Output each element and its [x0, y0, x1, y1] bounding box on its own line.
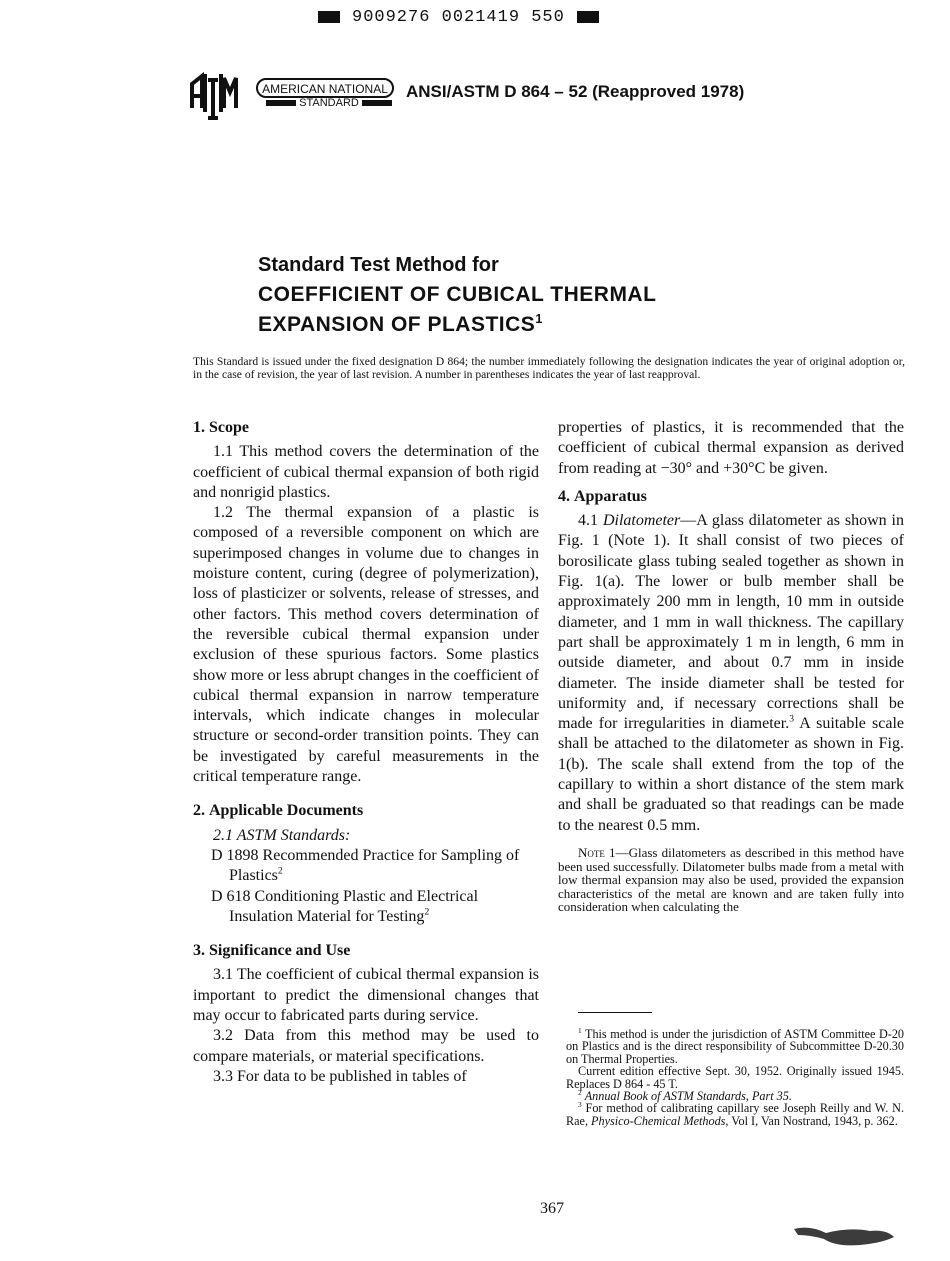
badge-bottom-text: STANDARD — [299, 97, 359, 109]
code-bar-left — [318, 11, 340, 23]
reference-d1898: D 1898 Recommended Practice for Sampling of Plastics$^2$ — [211, 846, 520, 885]
badge-top-text: AMERICAN NATIONAL — [256, 78, 394, 98]
badge-bar-right — [362, 100, 392, 106]
paragraph-3-2: 3.2 Data from this method may be used to compare materials, or material specifications. — [193, 1027, 539, 1065]
paragraph-2-1 — [193, 826, 539, 846]
paragraph-4-1: 4.1 Dilatometer—A glass dilatometer as shown in Fig. 1 (Note 1). It shall consist of two pieces of borosilicate glass tubing sealed together as shown in Fig. 1(a). The lower or bulb member shall be approximately 200 mm in length, 10 mm in outside diameter, and 1 mm in wall thickness. The capillary part shall be approximately 1 m in length, 6 mm in outside diameter, and about 0.7 mm in inside diameter. The inside diameter shall be tested for uniformity and, if necessary corrections shall be made for irregularities in diameter.$^3$ A suitable scale shall be attached to the dilatometer as shown in Fig. 1(b). The scale shall extend from the top of the capillary to within a short distance of the stem mark and shall be graduated so that readings can be made to the nearest 0.5 mm. — [558, 512, 904, 834]
code-bar-right — [577, 11, 599, 23]
paragraph-3-1: 3.1 The coefficient of cubical thermal expansion is important to predict the dimensional changes that may occur to fabricated parts during service. — [193, 966, 539, 1025]
issued-note: This Standard is issued under the fixed designation D 864; the number immediately following the designation indicates the year of original adoption or, in the case of revision, the year of last revision. A number in parentheses indicates the year of last reapproval. — [193, 355, 905, 381]
dilatometer-term: Dilatometer — [602, 512, 681, 530]
section-heading-significance: 3. Significance and Use — [193, 942, 351, 960]
title-line-2-text: EXPANSION OF PLASTICS — [258, 313, 536, 336]
title-line-1: COEFFICIENT OF CUBICAL THERMAL — [258, 283, 657, 306]
page-number: 367 — [540, 1200, 564, 1217]
astm-standards-label: 2.1 ASTM Standards: — [213, 826, 351, 844]
footnote-1-edition: Current edition effective Sept. 30, 1952. Originally issued 1945. Replaces D 864 - 45 T. — [566, 1064, 904, 1091]
paragraph-1-1: 1.1 This method covers the determination of the coefficient of cubical thermal expansion of both rigid and nonrigid plastics. — [193, 443, 539, 501]
title-line-2 — [258, 313, 543, 337]
footnote-rule — [578, 1012, 652, 1013]
right-column — [558, 418, 904, 914]
badge-bar-left — [266, 100, 296, 106]
title-subtitle: Standard Test Method for — [258, 254, 499, 276]
standard-designation: ANSI/ASTM D 864 – 52 (Reapproved 1978) — [406, 82, 745, 101]
title-footnote-mark: 1 — [535, 312, 543, 326]
reference-d618: D 618 Conditioning Plastic and Electrical Insulation Material for Testing$^2$ — [211, 887, 479, 925]
paragraph-3-3: 3.3 For data to be published in tables of — [213, 1067, 467, 1085]
badge-bottom — [260, 97, 398, 110]
section-heading-applicable-documents: 2. Applicable Documents — [193, 802, 364, 820]
footnote-3: $^3$ For method of calibrating capillary see Joseph Reilly and W. N. Rae, Physico-Chemical Methods, Vol I, Van Nostrand, 1943, p. 362. — [566, 1100, 904, 1128]
section-heading-apparatus: 4. Apparatus — [558, 487, 647, 505]
astm-logo-icon — [188, 68, 244, 122]
footnote-1: $^1$ This method is under the jurisdiction of ASTM Committee D-20 on Plastics and is the direct responsibility of Subcommittee D-20.30 on Thermal Properties. — [566, 1025, 905, 1066]
footnotes — [566, 1025, 905, 1128]
note-1: Note 1—Glass dilatometers as described in this method have been used successfully. Dilatometer bulbs made from a metal with low thermal expansion may also be used, provided the expansion characteristics of the metal are known and are taken fully into consideration when calculating the — [558, 844, 904, 915]
scan-smudge-icon — [790, 1223, 900, 1251]
footnote-2: $^2$ Annual Book of ASTM Standards, Part 35. — [578, 1087, 792, 1104]
left-column — [193, 418, 539, 1087]
paragraph-1-2: 1.2 The thermal expansion of a plastic is composed of a reversible component on which are superimposed changes in volume due to changes in moisture content, curing (degree of polymerization), loss of plasticizer or solvents, release of stresses, and other factors. This method covers determination of the reversible cubical thermal expansion under exclusion of these spurious factors. Some plastics show more or less abrupt changes in the coefficient of cubical thermal expansion in narrow temperature intervals, which indicate changes in molecular structure or second-order transition points. They can be investigated by careful measurements in the critical temperature range. — [193, 504, 539, 786]
ans-badge — [256, 78, 402, 112]
document-code-line — [318, 6, 608, 28]
document-code: 9009276 0021419 550 — [352, 7, 565, 27]
paragraph-3-3-continued: properties of plastics, it is recommended that the coefficient of cubical thermal expansion as derived from reading at −30° and +30°C be given. — [558, 419, 904, 477]
section-heading-scope: 1. Scope — [193, 419, 249, 436]
